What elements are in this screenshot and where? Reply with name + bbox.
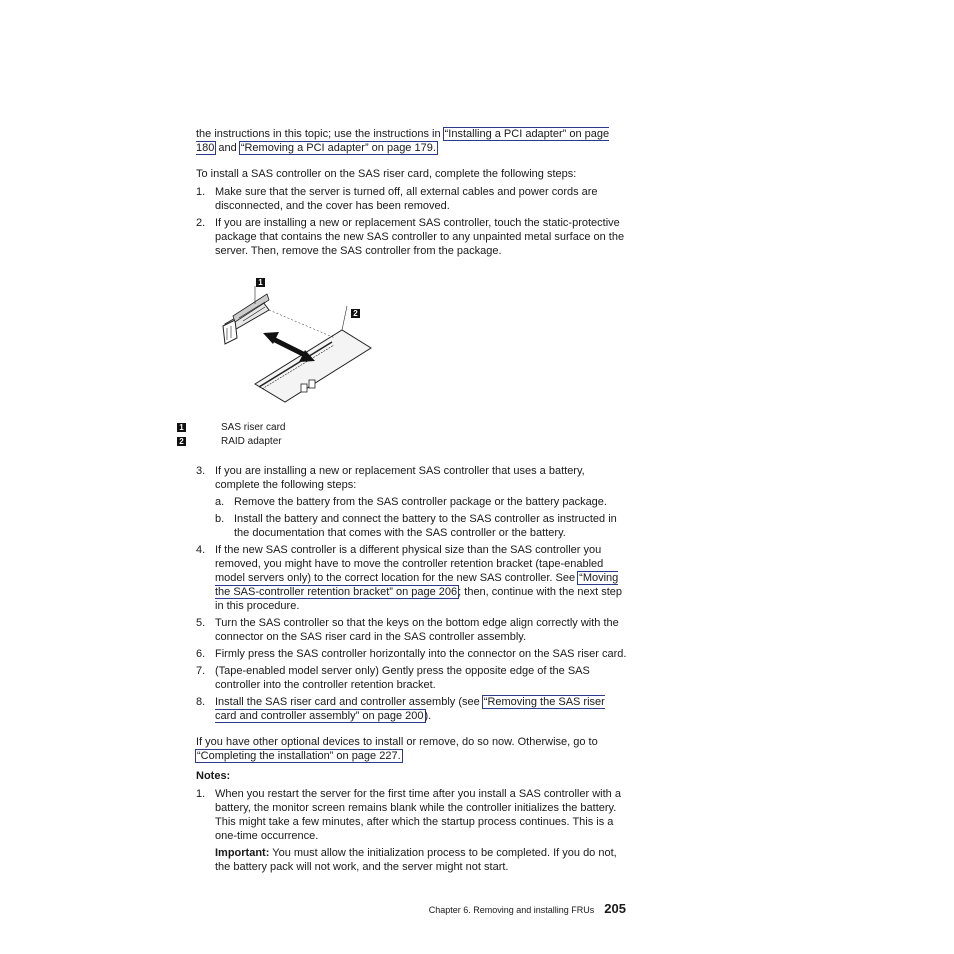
important-note: [215, 846, 628, 874]
notes-title: Notes:: [196, 770, 231, 782]
link-removing-pci-adapter[interactable]: “Removing a PCI adapter” on page 179.: [240, 142, 436, 154]
legend-label: RAID adapter: [221, 435, 282, 447]
note-number: 1.: [196, 788, 206, 800]
note-1: [196, 787, 628, 874]
legend-row: [177, 420, 628, 434]
page-content: [179, 127, 628, 877]
step-text: If you are installing a new or replacement SAS controller, touch the static-protective package that contains the new SAS controller to any unpainted metal surface on the server. Then, remove the SAS controller from the package.: [215, 217, 625, 257]
step-number: 1.: [196, 186, 206, 198]
link-moving-retention-bracket[interactable]: “Moving the SAS-controller retention bracket” on page 206: [215, 572, 619, 598]
callout-2: 2: [351, 309, 360, 318]
intro-paragraph: [196, 127, 628, 155]
substep-a: [215, 495, 628, 509]
after-paragraph: [196, 735, 628, 763]
step-3: [196, 464, 628, 540]
important-label: Important:: [215, 847, 270, 859]
callout-1: 1: [256, 278, 265, 287]
important-text: You must allow the initialization process to be completed. If you do not, the battery pack will not work, and the server might not start.: [215, 847, 617, 873]
sas-riser-raid-illustration: [215, 266, 415, 414]
step-number: 2.: [196, 217, 206, 229]
step-text-continued: ; then, continue with the next step in this procedure.: [215, 586, 623, 612]
step-1: [196, 185, 628, 213]
substep-text: Install the battery and connect the battery to the SAS controller as instructed in the documentation that comes with the SAS controller or the battery.: [234, 513, 617, 539]
footer-chapter: Chapter 6. Removing and installing FRUs: [428, 905, 595, 915]
intro-text: the instructions in this topic; use the instructions in: [196, 128, 444, 140]
step-text-continued: ).: [424, 710, 432, 722]
step-number: 8.: [196, 696, 206, 708]
legend-callout-1: 1: [177, 423, 186, 432]
step-8: [196, 695, 628, 723]
substeps-list: [215, 495, 628, 540]
step-5: [196, 616, 628, 644]
step-number: 3.: [196, 465, 206, 477]
sas-controller-figure: [215, 266, 628, 414]
footer-page-number: 205: [604, 901, 626, 916]
step-number: 4.: [196, 544, 206, 556]
link-completing-installation[interactable]: “Completing the installation” on page 227.: [197, 750, 401, 762]
legend-label: SAS riser card: [221, 421, 286, 433]
step-6: [196, 647, 628, 661]
step-text: Install the SAS riser card and controller assembly (see: [215, 696, 483, 708]
substep-b: [215, 512, 628, 540]
intro-text-and: and: [215, 142, 240, 154]
substep-letter: b.: [215, 513, 225, 525]
step-text: Turn the SAS controller so that the keys on the bottom edge align correctly with the connector on the SAS riser card in the SAS controller assembly.: [215, 617, 619, 643]
after-text: If you have other optional devices to install or remove, do so now. Otherwise, go to: [196, 736, 598, 748]
steps-list-continued: [196, 464, 628, 723]
link-removing-sas-riser-card[interactable]: “Removing the SAS riser card and controller assembly” on page 200: [215, 696, 605, 722]
substep-text: Remove the battery from the SAS controller package or the battery package.: [234, 496, 607, 508]
step-number: 5.: [196, 617, 206, 629]
step-2: [196, 216, 628, 414]
step-text: (Tape-enabled model server only) Gently press the opposite edge of the SAS controller into the controller retention bracket.: [215, 665, 590, 691]
step-number: 7.: [196, 665, 206, 677]
page-footer: [420, 901, 626, 916]
note-text: When you restart the server for the first time after you install a SAS controller with a battery, the monitor screen remains blank while the controller initializes the battery. This might take a few minutes, after which the startup process continues. This is a one-time occurrence.: [215, 788, 621, 842]
step-text: Make sure that the server is turned off, all external cables and power cords are disconnected, and the cover has been removed.: [215, 186, 598, 212]
substep-letter: a.: [215, 496, 225, 508]
step-number: 6.: [196, 648, 206, 660]
notes-list: [196, 787, 628, 874]
lead-paragraph: To install a SAS controller on the SAS riser card, complete the following steps:: [196, 168, 577, 180]
step-text: If you are installing a new or replacement SAS controller that uses a battery, complete the following steps:: [215, 465, 585, 491]
link-installing-pci-adapter[interactable]: “Installing a PCI adapter” on page 180: [196, 128, 610, 154]
step-4: [196, 543, 628, 613]
step-text: If the new SAS controller is a different physical size than the SAS controller you removed, you might have to move the controller retention bracket (tape-enabled model servers only) to the correct location for the new SAS controller. See: [215, 544, 604, 584]
step-text: Firmly press the SAS controller horizontally into the connector on the SAS riser card.: [215, 648, 627, 660]
legend-row: [177, 434, 628, 448]
figure-legend: [177, 420, 628, 448]
step-7: [196, 664, 628, 692]
legend-callout-2: 2: [177, 437, 186, 446]
steps-list: [196, 185, 628, 414]
